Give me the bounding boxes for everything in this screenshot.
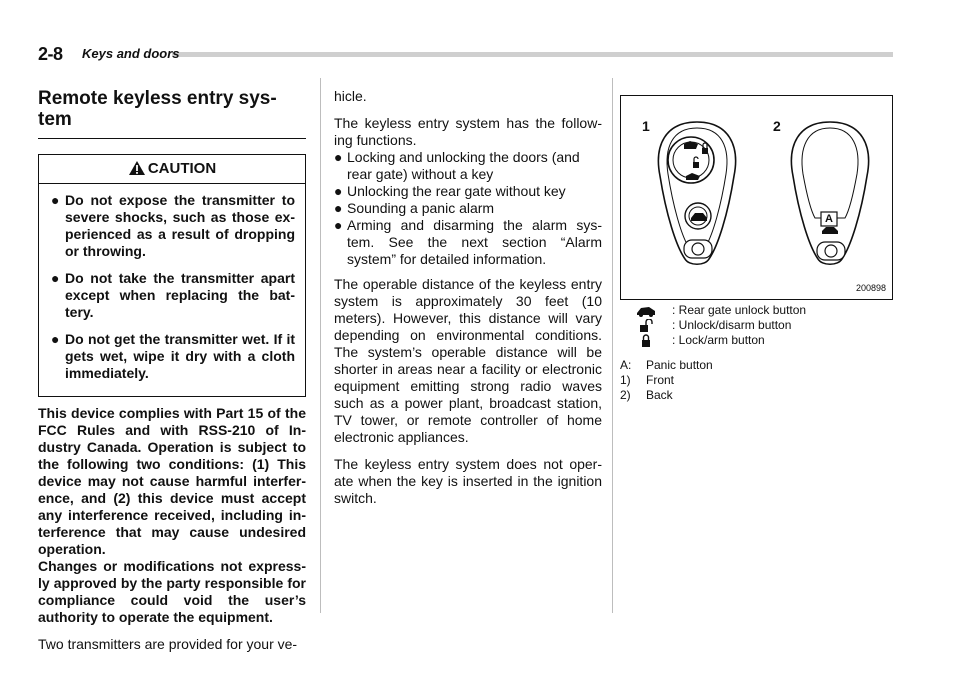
body-text: Two transmitters are provided for your ve- [38,636,298,652]
title-rule [38,138,306,139]
feature-item: ● Locking and unlocking the doors (and rear gate) without a key [334,149,580,182]
caution-box [38,154,306,397]
caution-item: ● Do not take the transmitter apart except when replacing the bat- tery. [51,270,295,320]
legend-key: 1) Front [620,373,675,387]
legend-key: 2) Back [620,388,673,402]
caution-item: ● Do not get the transmitter wet. If it gets wet, wipe it dry with a cloth immediately. [51,331,295,381]
figure-number: 200898 [855,283,886,293]
page-title: Remote keyless entry sys- tem [38,88,277,130]
legend-row: : Lock/arm button [620,333,806,348]
column-divider [612,78,613,613]
distance-text: The operable distance of the keyless entry system is approximately 30 feet (10 meters). However, this distance will vary depending on environmental conditions. The system’s operable distance will be shorter in areas near a facility or electronic equipment emitting strong radio waves such as a power plant, broadcast station, TV tower, or remote controller of home electronic appliances. [334,276,602,445]
body-text: hicle. [334,88,367,104]
fcc-statement: This device complies with Part 15 of the FCC Rules and with RSS-210 of In- dustry Canada. Operation is subject to the following two conditions: (1) This device may not cause harmful interfer- ence, and (2) this device must accept any interference received, including in- terference that may cause undesired operation. [38,405,306,557]
unlock-icon [620,319,672,333]
feature-item: ● Unlocking the rear gate without key [334,183,566,199]
page-header [38,44,893,64]
transmitter-figure [620,95,893,300]
ignition-text: The keyless entry system does not oper- ate when the key is inserted in the ignition switch. [334,456,602,506]
panic-button-letter: A [825,213,833,225]
rear-gate-icon [620,305,672,317]
functions-intro: The keyless entry system has the follow- ing functions. [334,115,602,148]
figure-label-front: 1 [642,118,650,134]
lock-icon [620,334,672,348]
figure-legend [620,303,806,403]
middle-column [334,78,602,517]
caution-item: ● Do not expose the transmitter to severe shocks, such as those ex- perienced as a result of dropping or throwing. [51,192,295,259]
page-number: 2-8 [38,44,63,64]
legend-key: A: Panic button [620,358,713,372]
header-rule [172,52,893,57]
column-divider [320,78,321,613]
legend-row: : Rear gate unlock button [620,303,806,318]
feature-item: ● Arming and disarming the alarm sys- tem. See the next section “Alarm system” for detailed information. [334,217,602,267]
modification-warning: Changes or modifications not express- ly approved by the party responsible for compliance could void the user’s authority to operate the equipment. [38,558,306,625]
left-column [38,78,306,663]
warning-icon [128,158,146,186]
caution-heading: CAUTION [39,155,305,184]
legend-row: : Unlock/disarm button [620,318,806,333]
figure-label-back: 2 [773,118,781,134]
transmitter-illustration [621,96,892,299]
feature-item: ● Sounding a panic alarm [334,200,495,216]
section-title: Keys and doors [82,46,180,61]
